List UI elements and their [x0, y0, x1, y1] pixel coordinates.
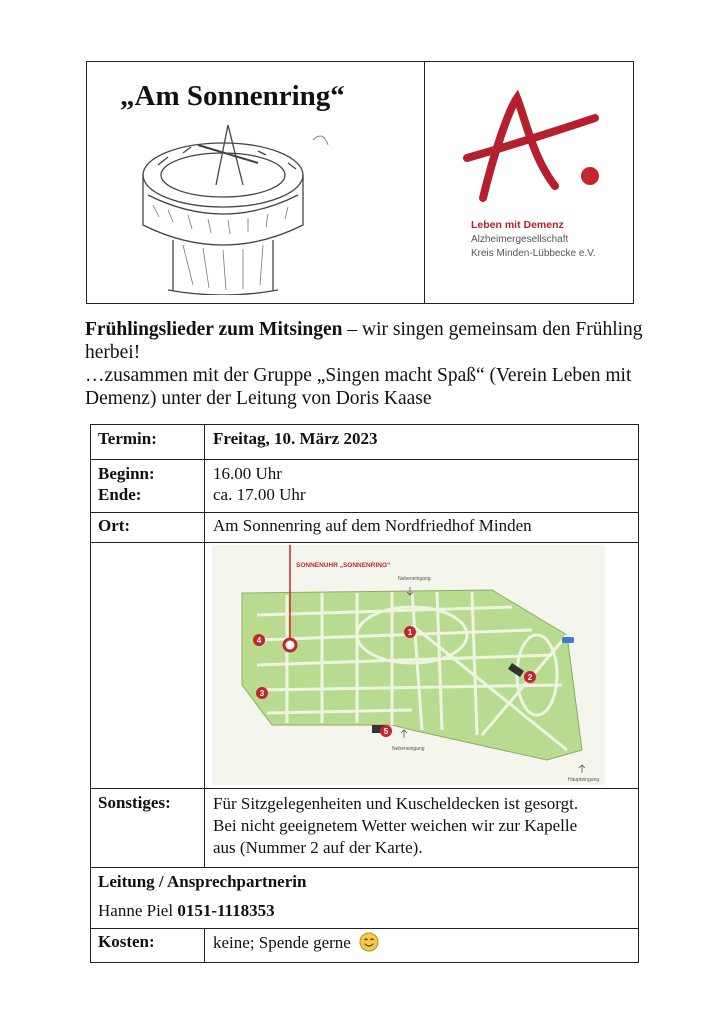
leitung-phone: 0151-1118353	[177, 901, 275, 920]
header-divider	[424, 61, 425, 304]
table-border	[90, 867, 639, 868]
map-marker-4: 4	[256, 636, 262, 645]
event-title: „Am Sonnenring“	[120, 80, 345, 112]
intro-line-2: …zusammen mit der Gruppe „Singen macht Spaß“ (Verein Leben mit Demenz) unter der Leitung von Doris Kaase	[85, 365, 632, 409]
kosten-value-wrap	[213, 932, 379, 953]
table-border	[90, 928, 639, 929]
map-entrance-bottom: Nebeneingang	[392, 746, 425, 752]
termin-value: Freitag, 10. März 2023	[213, 429, 378, 448]
intro-text	[85, 318, 645, 410]
termin-label: Termin:	[98, 429, 157, 448]
table-border	[90, 788, 639, 789]
table-border	[638, 424, 639, 868]
logo-line-1: Leben mit Demenz	[471, 219, 564, 231]
smiley-icon	[359, 932, 379, 952]
intro-headline-rest: – wir singen gemeinsam den Frühling herbei!	[85, 319, 643, 363]
ende-value: ca. 17.00 Uhr	[213, 485, 306, 504]
map-marker-2: 2	[527, 673, 533, 682]
logo-line-2: Alzheimergesellschaft	[471, 234, 569, 245]
table-border	[90, 424, 91, 868]
table-border	[90, 542, 639, 543]
table-border	[90, 424, 639, 425]
map-marker-5: 5	[383, 727, 389, 736]
leitung-name: Hanne Piel	[98, 901, 178, 920]
table-border	[90, 962, 639, 963]
sundial-drawing	[128, 115, 343, 295]
map-title: SONNENUHR „SONNENRING“	[296, 562, 391, 569]
leitung-label: Leitung / Ansprechpartnerin	[98, 872, 307, 891]
map-marker-1: 1	[407, 628, 413, 637]
sonstiges-line-3: aus (Nummer 2 auf der Karte).	[213, 838, 423, 857]
map-entrance-top: Nebeneingang	[398, 576, 431, 582]
sonstiges-label: Sonstiges:	[98, 793, 171, 812]
leitung-contact	[98, 901, 275, 921]
table-border	[90, 512, 639, 513]
table-border	[204, 928, 205, 963]
sonstiges-line-2: Bei nicht geeignetem Wetter weichen wir zur Kapelle	[213, 816, 578, 835]
table-border	[638, 867, 639, 963]
map-entrance-main: Haupteingang	[568, 777, 600, 783]
map-marker-3: 3	[259, 689, 265, 698]
sonstiges-value	[213, 793, 578, 859]
kosten-label: Kosten:	[98, 932, 155, 951]
sonstiges-line-1: Für Sitzgelegenheiten und Kuscheldecken ist gesorgt.	[213, 794, 579, 813]
kosten-value: keine; Spende gerne	[213, 933, 351, 952]
beginn-value: 16.00 Uhr	[213, 464, 282, 483]
logo-line-3: Kreis Minden-Lübbecke e.V.	[471, 248, 596, 259]
table-border	[90, 459, 639, 460]
ende-label: Ende:	[98, 485, 142, 504]
intro-headline: Frühlingslieder zum Mitsingen	[85, 319, 343, 340]
ort-label: Ort:	[98, 516, 131, 535]
logo-a-mark	[455, 88, 605, 208]
beginn-label: Beginn:	[98, 464, 155, 483]
cemetery-map	[212, 545, 605, 785]
ort-value: Am Sonnenring auf dem Nordfriedhof Minden	[213, 516, 532, 535]
table-border	[90, 867, 91, 963]
table-border	[204, 424, 205, 868]
